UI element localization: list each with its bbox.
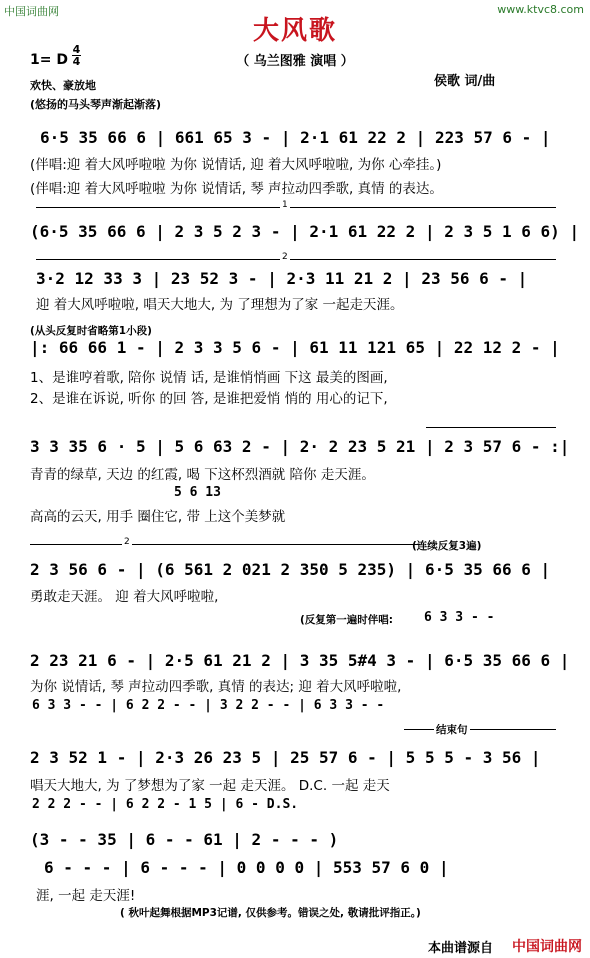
row1-notes: 6·5 35 66 6 | 661 65 3 - | 2·1 61 22 2 | 223 57 6 - |	[40, 128, 551, 147]
row4-lyric1: 1、是谁哼着歌, 陪你 说情 话, 是谁悄悄画 下这 最美的图画,	[30, 370, 388, 386]
row1-lyric1: (伴唱:迎 着大风呼啦啦 为你 说情话, 迎 着大风呼啦啦, 为你 心牵挂。)	[30, 157, 442, 173]
row6-lyric: 勇敢走天涯。 迎 着大风呼啦啦,	[30, 589, 219, 605]
watermark-left: 中国词曲网	[4, 5, 59, 18]
row9-notes: 6 - - - | 6 - - - | 0 0 0 0 | 553 57 6 0 |	[44, 858, 449, 877]
row6-chorus-notes: 6 3 3 - -	[424, 610, 495, 625]
row4-lyric2: 2、是谁在诉说, 听你 的回 答, 是谁把爱悄 悄的 用心的记下,	[30, 391, 388, 407]
row2-volta-line	[36, 207, 556, 208]
row9-upper-notes: (3 - - 35 | 6 - - 61 | 2 - - - )	[30, 830, 339, 849]
row8-chorus-notes: 2 2 2 - - | 6 2 2 - 1 5 | 6 - D.S.	[32, 797, 299, 812]
row4-notes: |: 66 66 1 - | 2 3 3 5 6 - | 61 11 121 65 | 22 12 2 - |	[30, 338, 560, 357]
repeat-note: (从头反复时省略第1小段)	[30, 325, 152, 337]
row1-lyric2: (伴唱:迎 着大风呼啦啦 为你 说情话, 琴 声拉动四季歌, 真情 的表达。	[30, 181, 443, 197]
time-signature	[72, 44, 81, 67]
row3-notes: 3·2 12 33 3 | 23 52 3 - | 2·3 11 21 2 | 23 56 6 - |	[36, 269, 528, 288]
row6-volta-line	[30, 544, 420, 545]
time-top: 4	[72, 43, 81, 56]
tempo-mark: 欢快、豪放地	[30, 79, 96, 92]
row5-ending-line	[426, 427, 556, 428]
row5-alt-notes: 5 6 13	[174, 485, 221, 500]
row5-notes: 3 3 35 6 · 5 | 5 6 63 2 - | 2· 2 23 5 21 | 2 3 57 6 - :|	[30, 437, 570, 456]
footer-source: 本曲谱源自	[428, 941, 494, 956]
row8-notes: 2 3 52 1 - | 2·3 26 23 5 | 25 57 6 - | 5 5 5 - 3 56 |	[30, 748, 541, 767]
watermark-right: www.ktvc8.com	[497, 3, 584, 16]
row9-lyric: 涯, 一起 走天涯!	[36, 888, 136, 904]
row2-notes: (6·5 35 66 6 | 2 3 5 2 3 - | 2·1 61 22 2 | 2 3 5 1 6 6) |	[30, 222, 580, 241]
row3-volta-line	[36, 259, 556, 260]
row7-chorus-notes: 6 3 3 - - | 6 2 2 - - | 3 2 2 - - | 6 3 3 - -	[32, 698, 385, 713]
row7-lyric: 为你 说情话, 琴 声拉动四季歌, 真情 的表达; 迎 着大风呼啦啦,	[30, 679, 402, 695]
row7-notes: 2 23 21 6 - | 2·5 61 21 2 | 3 35 5#4 3 - | 6·5 35 66 6 |	[30, 651, 570, 670]
row2-volta-num: 1	[282, 200, 288, 210]
row3-lyric: 迎 着大风呼啦啦, 唱天大地大, 为 了理想为了家 一起走天涯。	[36, 297, 404, 313]
ds-repeat-mark: (连续反复3遍)	[412, 540, 482, 552]
row6-volta-num: 2	[124, 537, 130, 547]
singer-line: （ 乌兰图雅 演唱 ）	[236, 54, 354, 69]
ending-label: 结束句	[436, 724, 468, 736]
footer-site-link[interactable]: 中国词曲网	[512, 939, 582, 955]
key-signature: 1= D	[30, 52, 68, 68]
row8-lyric: 唱天大地大, 为 了梦想为了家 一起 走天涯。 D.C. 一起 走天	[30, 778, 390, 794]
chorus-note: (反复第一遍时伴唱:	[300, 614, 393, 626]
credit-note: ( 秋叶起舞根据MP3记谱, 仅供参考。错误之处, 敬请批评指正。)	[120, 907, 421, 919]
row3-volta-num: 2	[282, 252, 288, 262]
song-title: 大风歌	[252, 16, 337, 46]
row5-lyric2: 高高的云天, 用手 圈住它, 带 上这个美梦就	[30, 509, 286, 525]
credits: 侯歌 词/曲	[434, 74, 496, 89]
row5-lyric1: 青青的绿草, 天边 的红霞, 喝 下这杯烈酒就 陪你 走天涯。	[30, 467, 375, 483]
intro-note: (悠扬的马头琴声渐起渐落)	[30, 98, 162, 111]
row6-notes: 2 3 56 6 - | (6 561 2 021 2 350 5 235) | 6·5 35 66 6 |	[30, 560, 551, 579]
row8-ending-line	[404, 729, 556, 730]
time-bottom: 4	[72, 55, 81, 68]
